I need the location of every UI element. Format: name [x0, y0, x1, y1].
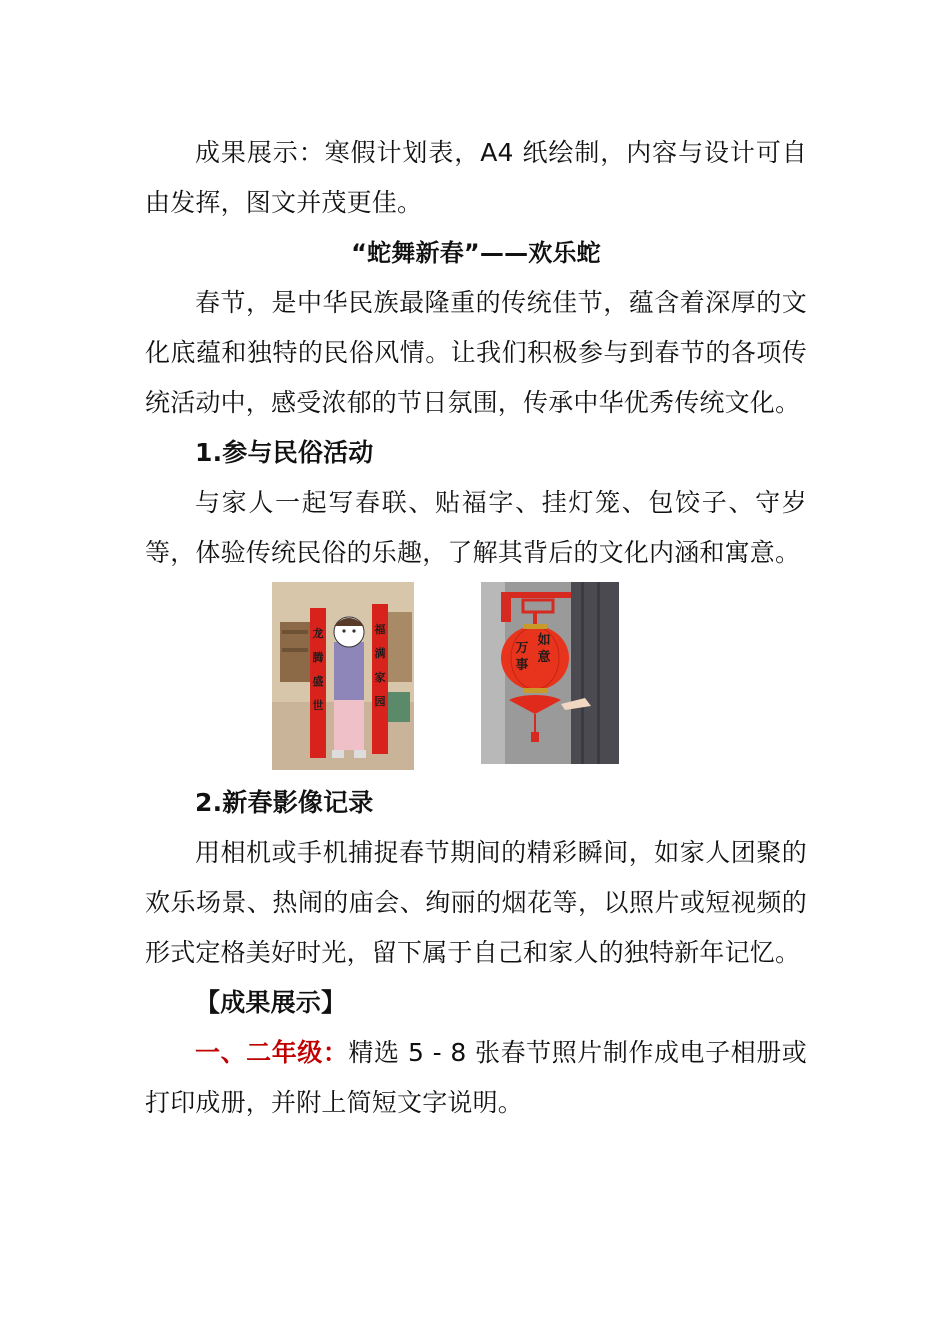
intro-paragraph: 成果展示：寒假计划表，A4 纸绘制，内容与设计可自由发挥，图文并茂更佳。 [145, 138, 807, 217]
grade-paragraph [145, 1028, 807, 1128]
photo-row [145, 578, 807, 778]
couplet-photo [272, 582, 414, 770]
couplet-right-text: 龙腾盛世 [312, 627, 324, 712]
couplet-photo-drawing [272, 582, 414, 770]
lantern-text-right: 如意 [537, 633, 551, 665]
item1-paragraph: 与家人一起写春联、贴福字、挂灯笼、包饺子、守岁等，体验传统民俗的乐趣，了解其背后的文化内涵和寓意。 [145, 488, 807, 567]
results-heading: 【成果展示】 [195, 988, 347, 1017]
item1-heading: 1.参与民俗活动 [195, 438, 374, 467]
item2-paragraph: 用相机或手机捕捉春节期间的精彩瞬间，如家人团聚的欢乐场景、热闹的庙会、绚丽的烟花等，以照片或短视频的形式定格美好时光，留下属于自己和家人的独特新年记忆。 [145, 838, 807, 967]
couplet-left-text: 福满家园 [374, 623, 386, 708]
grade-label: 一、二年级： [195, 1038, 349, 1067]
document-page [145, 128, 807, 1128]
lantern-text-left: 万事 [515, 641, 529, 673]
section-intro-paragraph: 春节，是中华民族最隆重的传统佳节，蕴含着深厚的文化底蕴和独特的民俗风情。让我们积极参与到春节的各项传统活动中，感受浓郁的节日氛围，传承中华优秀传统文化。 [145, 288, 807, 417]
section-title: “蛇舞新春”——欢乐蛇 [351, 239, 601, 267]
grade-text: 精选 5 - 8 张春节照片制作成电子相册或打印成册，并附上简短文字说明。 [145, 1038, 808, 1117]
lantern-photo-drawing [481, 582, 619, 764]
lantern-photo [481, 582, 619, 764]
item2-heading: 2.新春影像记录 [195, 788, 374, 817]
